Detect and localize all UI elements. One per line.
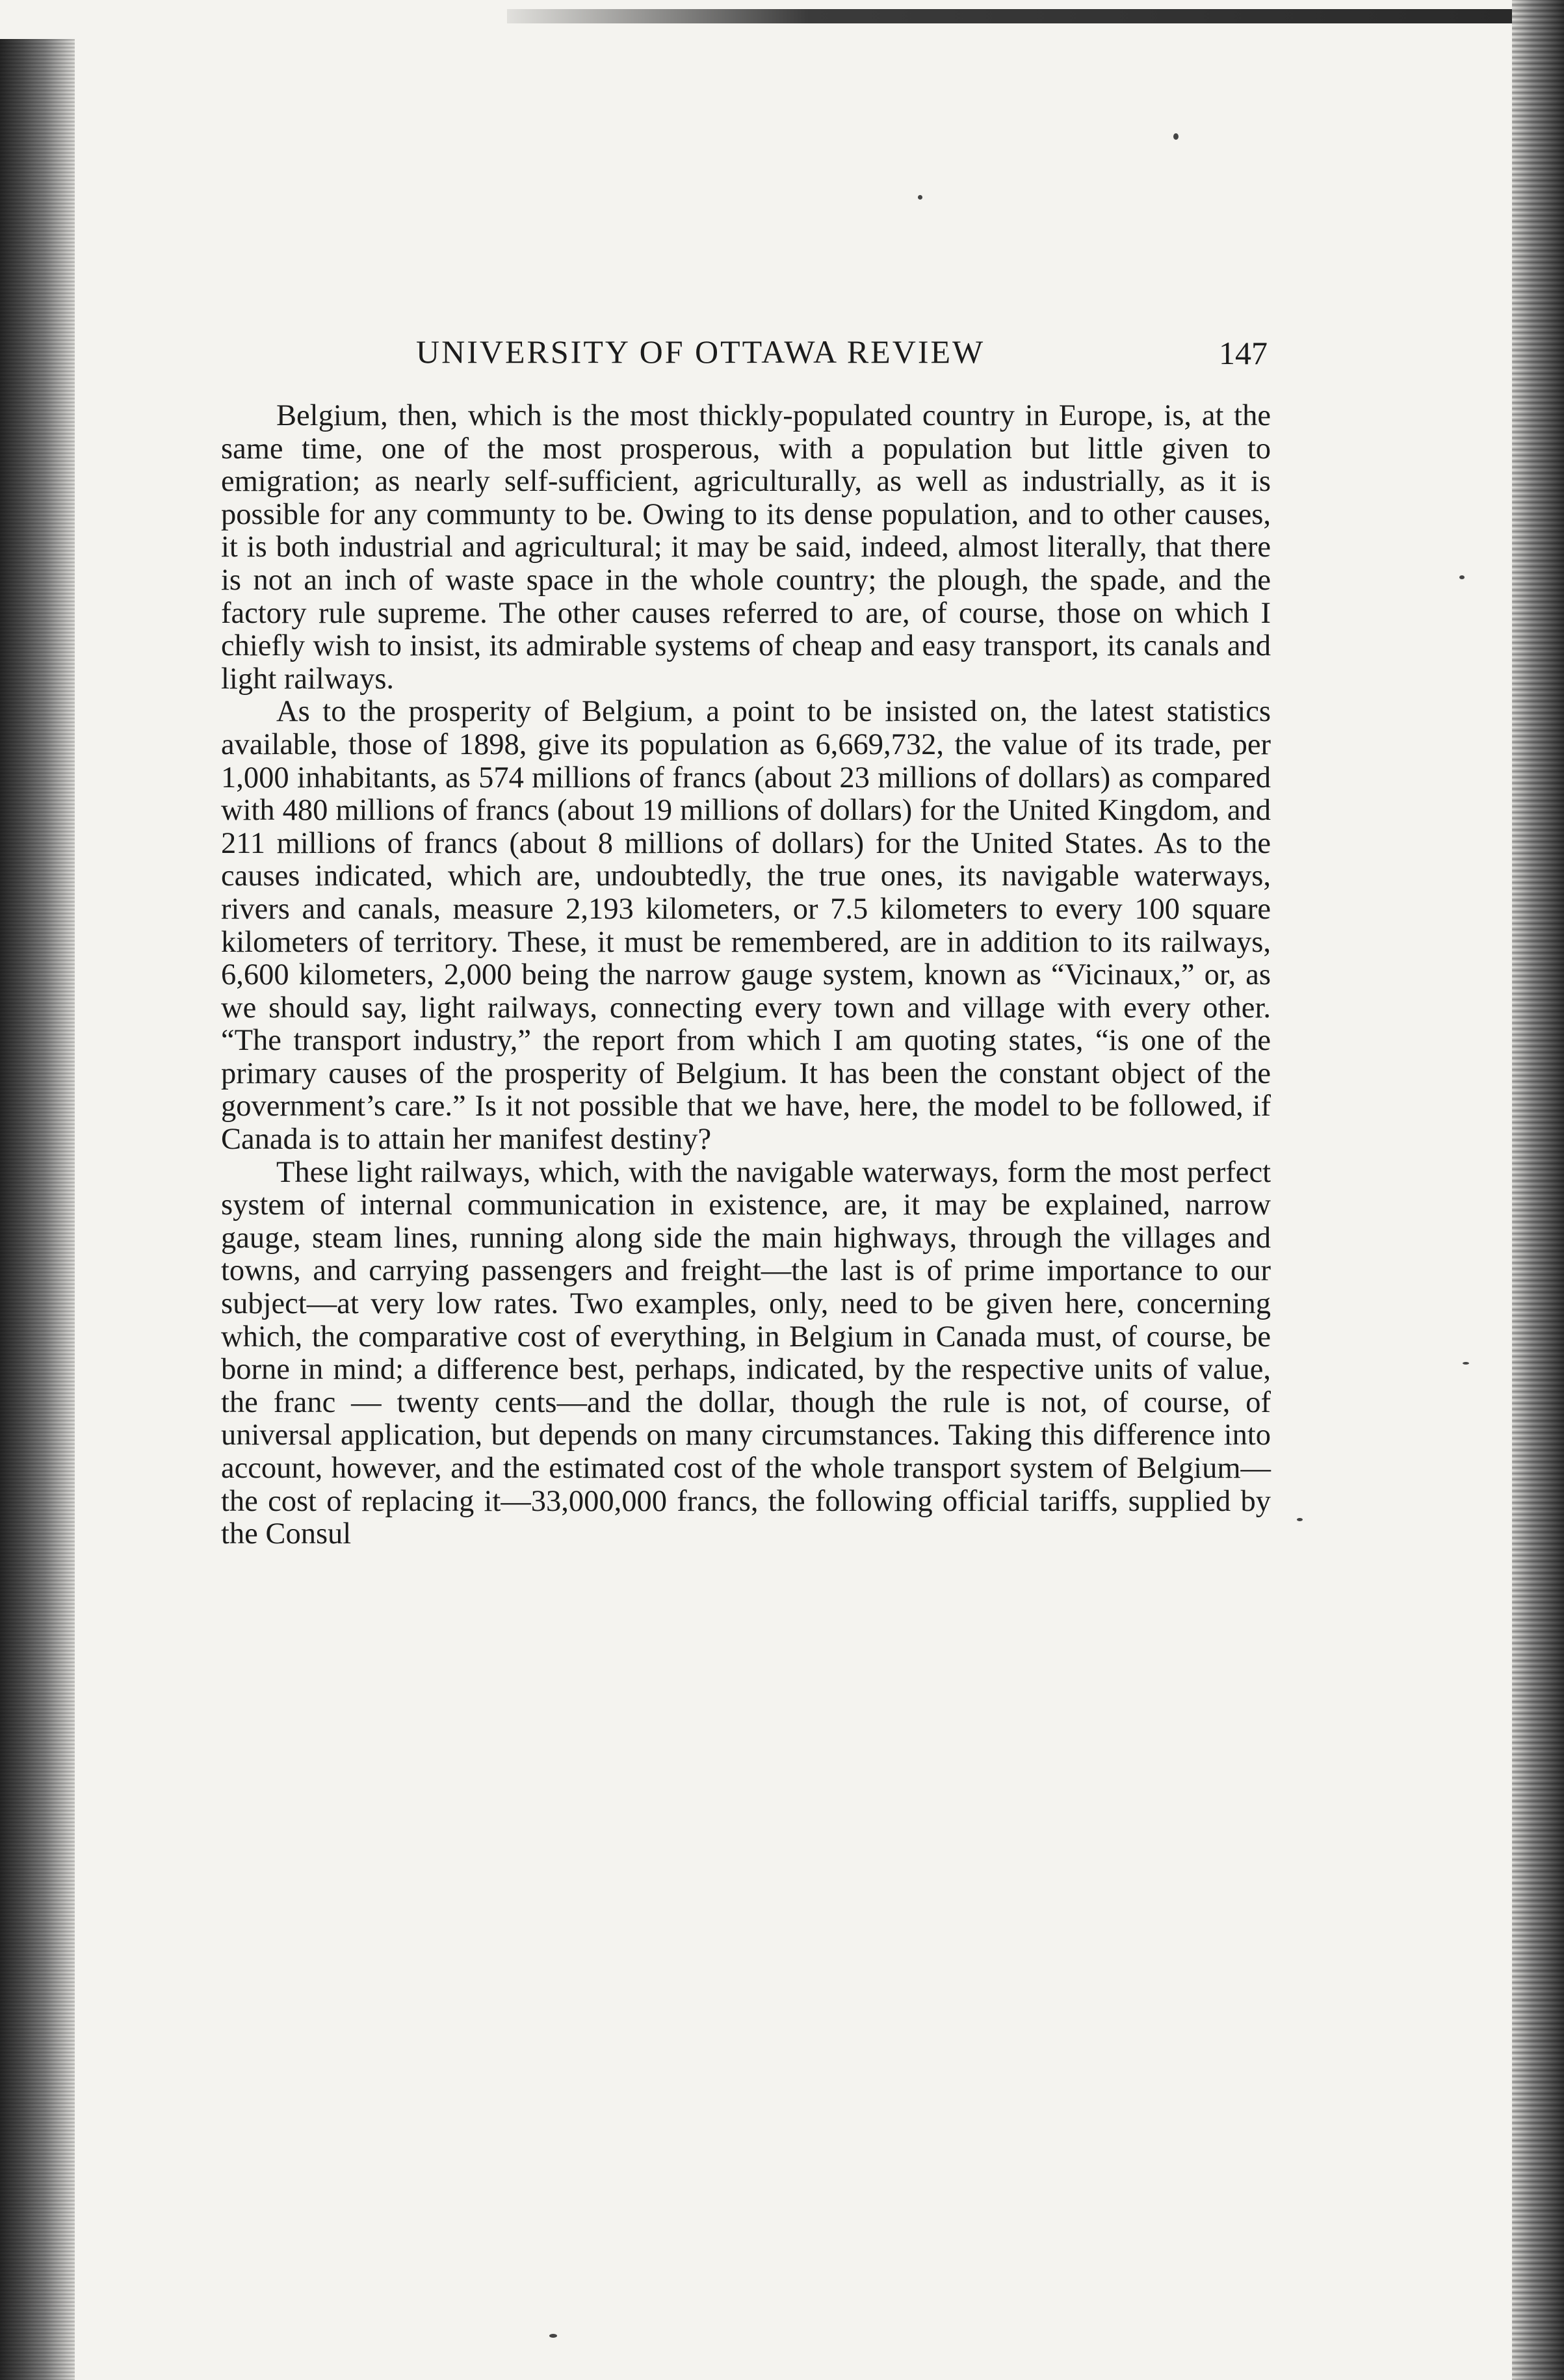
- top-scan-edge: [507, 9, 1512, 23]
- paragraph: Belgium, then, which is the most thickly-populated country in Europe, is, at the same time, one of the most prosperous, with a population but little given to emigration; as nearly self-sufficient, agriculturally, as well as industrially, as it is possible for any communty to be. Owing to its dense population, and to other causes, it is both industrial and agricultural; it may be said, indeed, almost literally, that there is not an inch of waste space in the whole country; the plough, the spade, and the factory rule supreme. The other causes referred to are, of course, those on which I chiefly wish to insist, its admirable systems of cheap and easy transport, its canals and light railways.: [221, 399, 1271, 696]
- scan-speck: [918, 195, 922, 200]
- scan-speck: [1173, 133, 1179, 140]
- left-binding-shadow: [0, 39, 75, 2380]
- right-edge-shadow: [1512, 0, 1564, 2380]
- running-head: UNIVERSITY OF OTTAWA REVIEW: [416, 333, 985, 370]
- scan-speck: [1297, 1518, 1303, 1521]
- page-number: 147: [1219, 335, 1268, 371]
- scan-speck: [1463, 1362, 1469, 1365]
- body-text: [221, 400, 1271, 1551]
- paragraph: As to the prosperity of Belgium, a point to be insisted on, the latest statistics available, those of 1898, give its population as 6,669,732, the value of its trade, per 1,000 inhabitants, as 574 millions of francs (about 23 millions of dollars) as compared with 480 millions of francs (about 19 millions of dollars) for the United Kingdom, and 211 millions of francs (about 8 millions of dollars) for the United States. As to the causes indicated, which are, undoubtedly, the true ones, its navigable waterways, rivers and canals, measure 2,193 kilometers, or 7.5 kilometers to every 100 square kilometers of territory. These, it must be remembered, are in addition to its railways, 6,600 kilometers, 2,000 being the narrow gauge system, known as “Vicinaux,” or, as we should say, light railways, connecting every town and village with every other. “The transport industry,” the report from which I am quoting states, “is one of the primary causes of the prosperity of Belgium. It has been the constant object of the government’s care.” Is it not possible that we have, here, the model to be followed, if Canada is to attain her manifest destiny?: [221, 695, 1271, 1157]
- page-header: [416, 333, 1268, 385]
- paragraph: These light railways, which, with the navigable waterways, form the most perfect system of internal communication in existence, are, it may be explained, narrow gauge, steam lines, running along side the main highways, through the villages and towns, and carrying passengers and freight—the last is of prime importance to our subject—at very low rates. Two examples, only, need to be given here, concerning which, the comparative cost of everything, in Belgium in Canada must, of course, be borne in mind; a difference best, perhaps, indicated, by the respective units of value, the franc — twenty cents—and the dollar, though the rule is not, of course, of universal application, but depends on many circumstances. Taking this difference into account, however, and the estimated cost of the whole transport system of Belgium—the cost of replacing it—33,000,000 francs, the following official tariffs, supplied by the Consul: [221, 1155, 1271, 1551]
- scan-speck: [549, 2334, 557, 2338]
- scan-speck: [1459, 575, 1465, 579]
